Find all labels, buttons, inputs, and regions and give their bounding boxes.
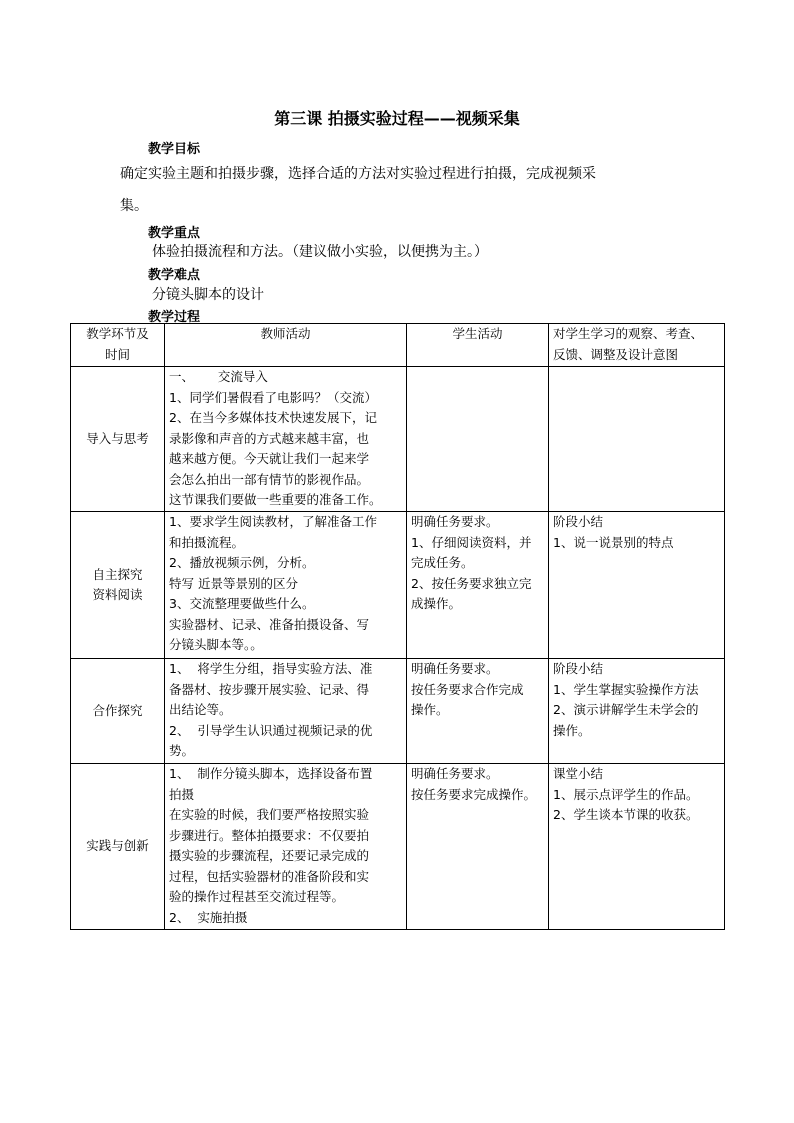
observation-cell: [549, 367, 725, 512]
table-row: [71, 367, 725, 512]
table-row: [71, 659, 725, 764]
difficulty-text: 分镜头脚本的设计: [152, 287, 264, 303]
key-heading: 教学重点: [148, 226, 201, 241]
page-title: 第三课 拍摄实验过程——视频采集: [274, 109, 520, 128]
process-heading: 教学过程: [148, 310, 201, 325]
goal-heading: 教学目标: [148, 142, 201, 157]
observation-cell: 课堂小结 1、展示点评学生的作品。 2、学生谈本节课的收获。: [549, 764, 725, 930]
student-activity-cell: 明确任务要求。 1、仔细阅读资料，并 完成任务。 2、按任务要求独立完 成操作。: [407, 512, 549, 659]
stage-cell: 导入与思考: [71, 367, 165, 512]
teacher-activity-cell: 1、 将学生分组，指导实验方法、准 备器材、按步骤开展实验、记录、得 出结论等。 2、 引导学生认识通过视频记录的优 势。: [165, 659, 407, 764]
student-activity-cell: 明确任务要求。 按任务要求完成操作。: [407, 764, 549, 930]
key-text: 体验拍摄流程和方法。（建议做小实验，以便携为主。）: [152, 244, 488, 260]
teacher-activity-cell: 1、要求学生阅读教材，了解准备工作 和拍摄流程。 2、播放视频示例，分析。 特写 近景等景别的区分 3、交流整理要做些什么。 实验器材、记录、准备拍摄设备、写 分镜头脚本等。。: [165, 512, 407, 659]
goal-text-line-2: 集。: [120, 198, 148, 214]
table-row: [71, 512, 725, 659]
observation-cell: 阶段小结 1、学生掌握实验操作方法 2、演示讲解学生未学会的 操作。: [549, 659, 725, 764]
header-observation: 对学生学习的观察、考查、 反馈、调整及设计意图: [549, 324, 725, 367]
difficulty-heading: 教学难点: [148, 268, 201, 283]
header-student-activity: 学生活动: [407, 324, 549, 367]
goal-text-line-1: 确定实验主题和拍摄步骤，选择合适的方法对实验过程进行拍摄，完成视频采: [120, 166, 596, 182]
stage-cell: 自主探究 资料阅读: [71, 512, 165, 659]
stage-cell: 实践与创新: [71, 764, 165, 930]
header-stage-time: 教学环节及 时间: [71, 324, 165, 367]
table-header-row: [71, 324, 725, 367]
observation-cell: 阶段小结 1、说一说景别的特点: [549, 512, 725, 659]
student-activity-cell: [407, 367, 549, 512]
lesson-process-table: [70, 323, 725, 930]
stage-cell: 合作探究: [71, 659, 165, 764]
teacher-activity-cell: 一、 交流导入 1、同学们暑假看了电影吗？（交流） 2、在当今多媒体技术快速发展下，记 录影像和声音的方式越来越丰富，也 越来越方便。今天就让我们一起来学 会怎么拍出一部有情节的影视作品。 这节课我们要做一些重要的准备工作。: [165, 367, 407, 512]
table-row: [71, 764, 725, 930]
student-activity-cell: 明确任务要求。 按任务要求合作完成 操作。: [407, 659, 549, 764]
teacher-activity-cell: 1、 制作分镜头脚本，选择设备布置 拍摄 在实验的时候，我们要严格按照实验 步骤进行。整体拍摄要求：不仅要拍 摄实验的步骤流程，还要记录完成的 过程，包括实验器材的准备阶段和实 验的操作过程甚至交流过程等。 2、 实施拍摄: [165, 764, 407, 930]
header-teacher-activity: 教师活动: [165, 324, 407, 367]
